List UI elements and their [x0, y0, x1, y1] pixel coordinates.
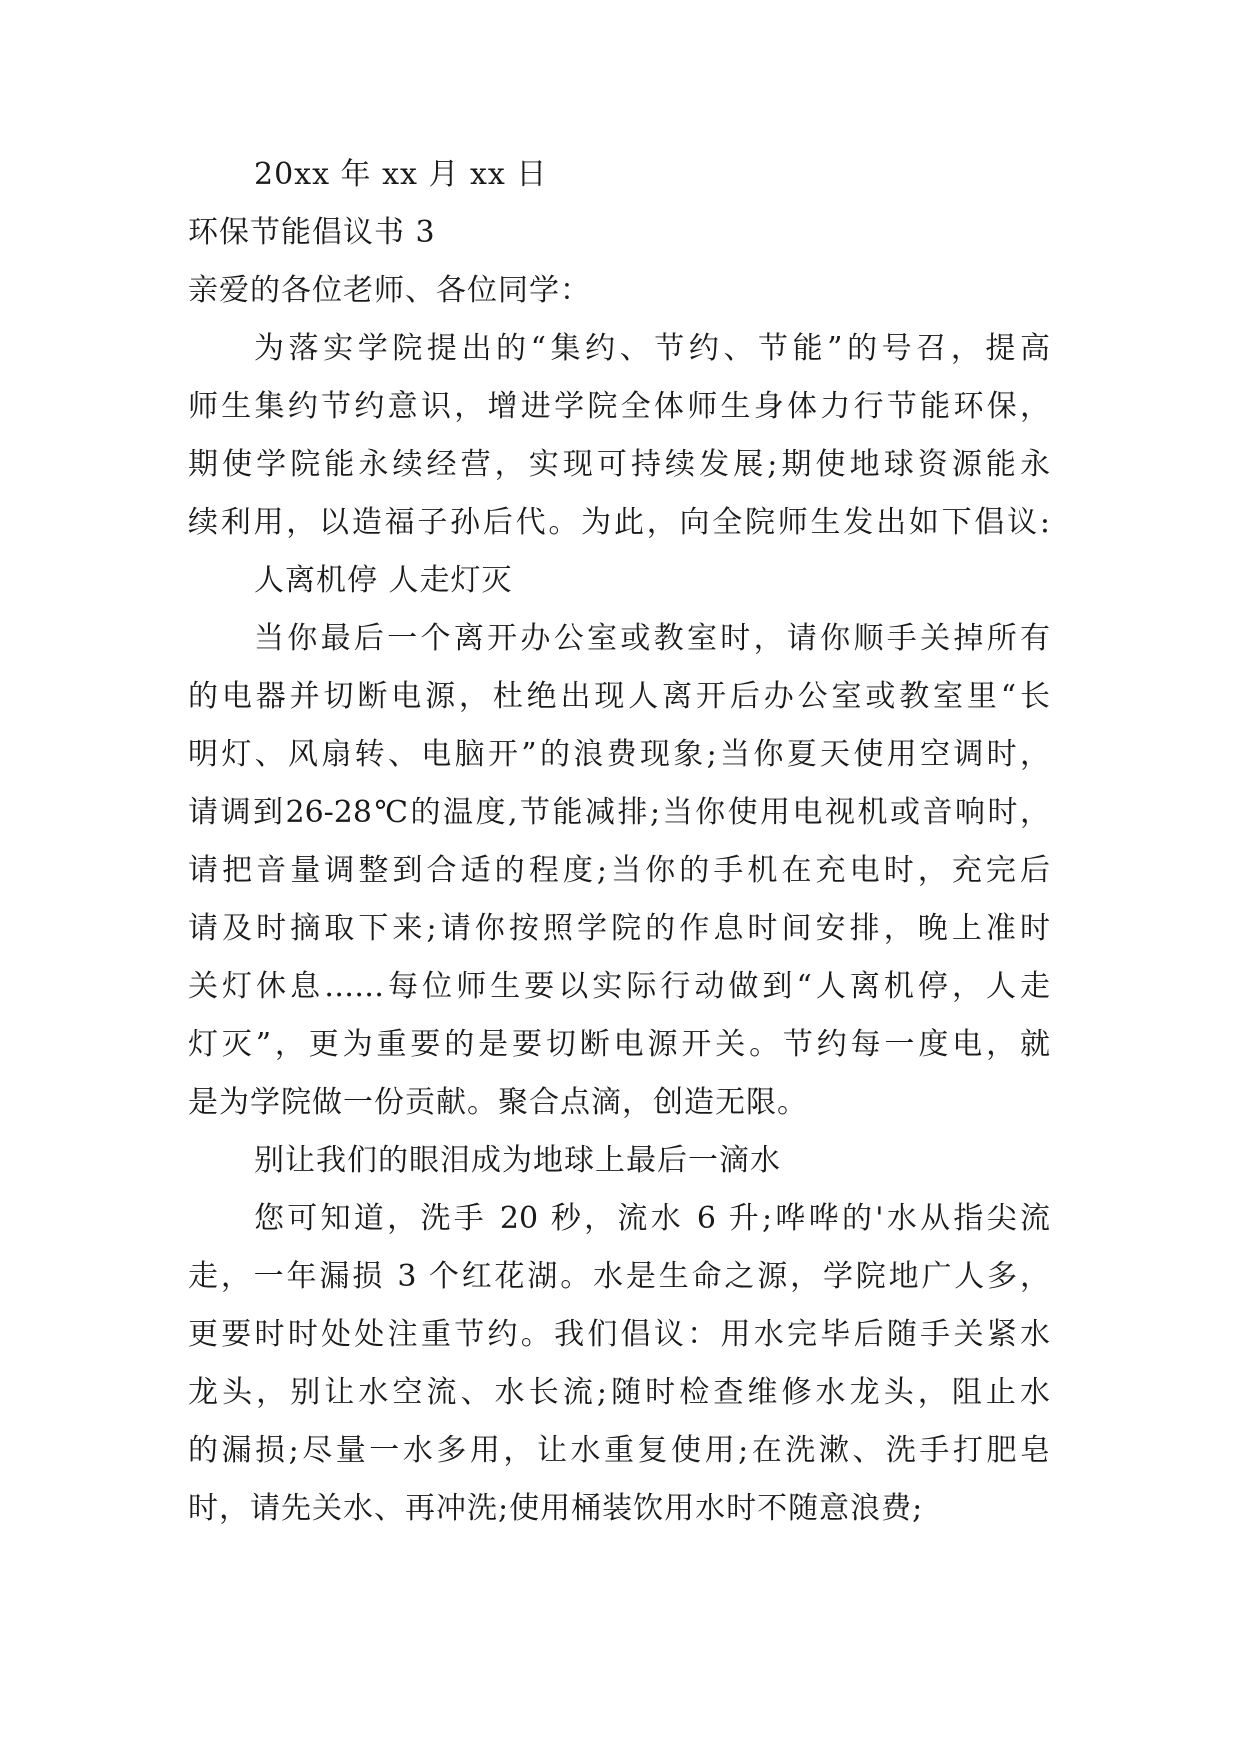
section2-line: 时，请先关水、再冲洗;使用桶装饮用水时不随意浪费; — [188, 1491, 924, 1526]
section2-line: 走，一年漏损 3 个红花湖。水是生命之源，学院地广人多， — [188, 1259, 1050, 1294]
section2-heading: 别让我们的眼泪成为地球上最后一滴水 — [254, 1143, 781, 1178]
section1-line: 的电器并切断电源，杜绝出现人离开后办公室或教室里“长 — [188, 679, 1050, 714]
section1-line: 关灯休息……每位师生要以实际行动做到“人离机停，人走 — [188, 969, 1050, 1004]
date-line: 20xx 年 xx 月 xx 日 — [254, 157, 548, 192]
document-title: 环保节能倡议书 3 — [188, 215, 436, 250]
intro-line: 为落实学院提出的“集约、节约、节能”的号召，提高 — [254, 331, 1050, 366]
section1-line: 请调到26-28℃的温度,节能减排;当你使用电视机或音响时， — [188, 795, 1050, 830]
intro-line: 续利用，以造福子孙后代。为此，向全院师生发出如下倡议: — [188, 505, 1050, 540]
section1-line: 请及时摘取下来;请你按照学院的作息时间安排，晚上准时 — [188, 911, 1050, 946]
section2-line: 龙头，别让水空流、水长流;随时检查维修水龙头，阻止水 — [188, 1375, 1050, 1410]
section1-line: 请把音量调整到合适的程度;当你的手机在充电时，充完后 — [188, 853, 1050, 888]
intro-line: 期使学院能永续经营，实现可持续发展;期使地球资源能永 — [188, 447, 1050, 482]
salutation: 亲爱的各位老师、各位同学： — [188, 273, 591, 308]
intro-line: 师生集约节约意识，增进学院全体师生身体力行节能环保， — [188, 389, 1050, 424]
section2-line: 您可知道，洗手 20 秒，流水 6 升;哗哗的'水从指尖流 — [254, 1201, 1050, 1236]
section2-line: 的漏损;尽量一水多用，让水重复使用;在洗漱、洗手打肥皂 — [188, 1433, 1050, 1468]
section1-line: 当你最后一个离开办公室或教室时，请你顺手关掉所有 — [254, 621, 1050, 656]
section1-line: 明灯、风扇转、电脑开”的浪费现象;当你夏天使用空调时， — [188, 737, 1050, 772]
section1-heading: 人离机停 人走灯灭 — [254, 563, 513, 598]
section2-line: 更要时时处处注重节约。我们倡议：用水完毕后随手关紧水 — [188, 1317, 1050, 1352]
section1-line: 灯灭”，更为重要的是要切断电源开关。节约每一度电，就 — [188, 1027, 1050, 1062]
section1-line: 是为学院做一份贡献。聚合点滴，创造无限。 — [188, 1085, 808, 1120]
